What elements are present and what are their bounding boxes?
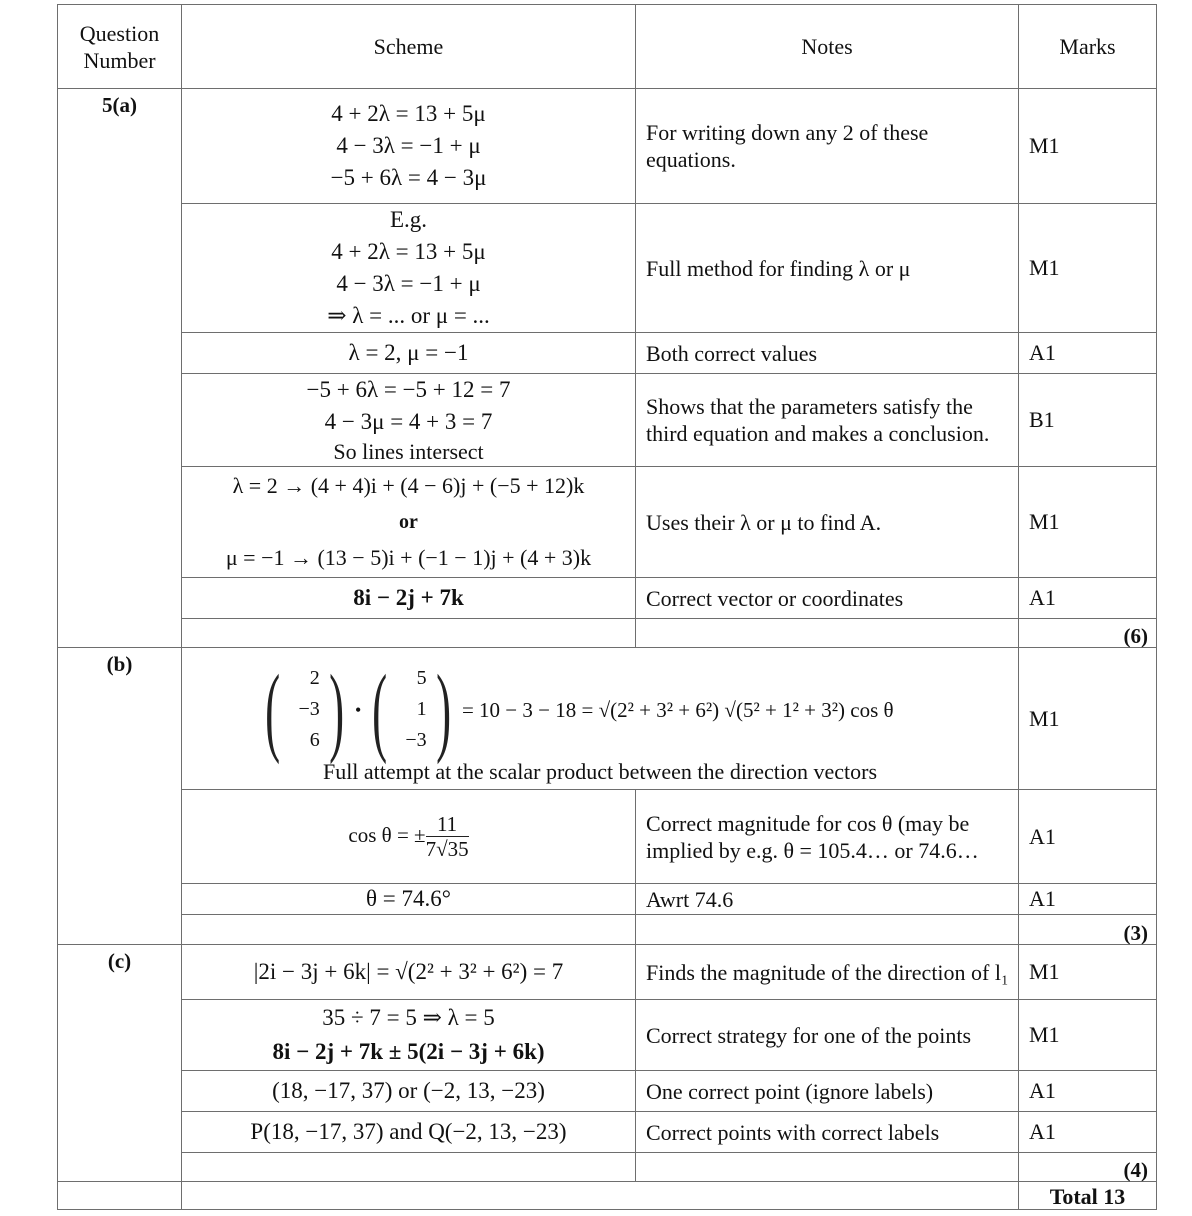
total-row [58,1182,1157,1210]
empty-cell [636,619,1019,648]
table-row [58,204,1157,333]
notes-cell: Correct strategy for one of the points [636,1000,1019,1071]
question-label-5b: (b) [58,648,182,945]
table-row [58,467,1157,578]
empty-cell [636,1153,1019,1182]
table-row [58,1071,1157,1112]
scheme-cell: 4 + 2λ = 13 + 5μ 4 − 3λ = −1 + μ −5 + 6λ = 4 − 3μ [182,89,636,204]
notes-cell: Both correct values [636,333,1019,374]
fraction: $\frac{11}{7√35}$ [425,812,469,861]
empty-cell [182,1153,636,1182]
mark-cell: M1 [1019,945,1157,1000]
mark-cell: M1 [1019,648,1157,790]
notes-cell: Finds the magnitude of the direction of l₁ [636,945,1019,1000]
table-row [58,648,1157,790]
notes-cell: Shows that the parameters satisfy the third equation and makes a conclusion. [636,374,1019,467]
mark-cell: A1 [1019,1071,1157,1112]
question-label-5a: 5(a) [58,89,182,648]
notes-cell: Uses their λ or μ to find A. [636,467,1019,578]
table-row [58,578,1157,619]
mark-cell: A1 [1019,578,1157,619]
scheme-cell: 8i − 2j + 7k [182,578,636,619]
subtotal-row [58,915,1157,945]
direction-vector-1: ( 2 −3 6 ) [265,653,344,765]
header-marks: Marks [1019,5,1157,89]
notes-cell: Correct points with correct labels [636,1112,1019,1153]
header-question-number: Question Number [58,5,182,89]
header-scheme: Scheme [182,5,636,89]
empty-cell [636,915,1019,945]
subtotal-row [58,619,1157,648]
subtotal-c: (4) [1019,1153,1157,1182]
notes-cell: Awrt 74.6 [636,884,1019,915]
subtotal-row [58,1153,1157,1182]
header-row [58,5,1157,89]
empty-cell [182,619,636,648]
mark-cell: A1 [1019,884,1157,915]
scheme-cell: λ = 2, μ = −1 [182,333,636,374]
mark-cell: A1 [1019,790,1157,884]
notes-cell: Correct vector or coordinates [636,578,1019,619]
direction-vector-2: ( 5 1 −3 ) [372,653,451,765]
scheme-cell: −5 + 6λ = −5 + 12 = 7 4 − 3μ = 4 + 3 = 7 So lines intersect [182,374,636,467]
scheme-cell: cos θ = ± $\frac{11}{7√35}$ [182,790,636,884]
mark-scheme-table [57,4,1157,1210]
notes-cell: For writing down any 2 of these equations. [636,89,1019,204]
header-notes: Notes [636,5,1019,89]
notes-cell: One correct point (ignore labels) [636,1071,1019,1112]
mark-cell: M1 [1019,1000,1157,1071]
mark-cell: M1 [1019,204,1157,333]
scheme-cell: P(18, −17, 37) and Q(−2, 13, −23) [182,1112,636,1153]
scheme-cell: E.g. 4 + 2λ = 13 + 5μ 4 − 3λ = −1 + μ ⇒ λ = ... or μ = ... [182,204,636,333]
scheme-cell-merged [182,648,1019,790]
table-row [58,333,1157,374]
mark-cell: B1 [1019,374,1157,467]
table-row [58,945,1157,1000]
scheme-cell: θ = 74.6° [182,884,636,915]
table-row [58,1112,1157,1153]
mark-cell: M1 [1019,467,1157,578]
scheme-cell: 35 ÷ 7 = 5 ⇒ λ = 5 8i − 2j + 7k ± 5(2i − 3j + 6k) [182,1000,636,1071]
question-label-5c: (c) [58,945,182,1182]
scheme-cell: λ = 2 → (4 + 4)i + (4 − 6)j + (−5 + 12)k or μ = −1 → (13 − 5)i + (−1 − 1)j + (4 + 3)k [182,467,636,578]
scalar-product-equation: ( 2 −3 6 ) • ( 5 1 −3 ) = 10 − 3 − 18 = √(2² + 3² + 6²) √(5² + 1² + 3²) cos θ [132,660,1018,760]
table-row [58,374,1157,467]
table-row [58,1000,1157,1071]
empty-cell [182,915,636,945]
notes-cell: Correct magnitude for cos θ (may be implied by e.g. θ = 105.4… or 74.6… [636,790,1019,884]
scheme-caption: Full attempt at the scalar product between the direction vectors [322,758,878,784]
mark-cell: A1 [1019,1112,1157,1153]
total-marks: Total 13 [1019,1182,1157,1210]
empty-cell-merged [182,1182,1019,1210]
scheme-cell: (18, −17, 37) or (−2, 13, −23) [182,1071,636,1112]
mark-cell: A1 [1019,333,1157,374]
table-row [58,884,1157,915]
mark-cell: M1 [1019,89,1157,204]
scheme-cell: |2i − 3j + 6k| = √(2² + 3² + 6²) = 7 [182,945,636,1000]
empty-cell [58,1182,182,1210]
table-row [58,89,1157,204]
subtotal-a: (6) [1019,619,1157,648]
notes-cell: Full method for finding λ or μ [636,204,1019,333]
table-row [58,790,1157,884]
subtotal-b: (3) [1019,915,1157,945]
